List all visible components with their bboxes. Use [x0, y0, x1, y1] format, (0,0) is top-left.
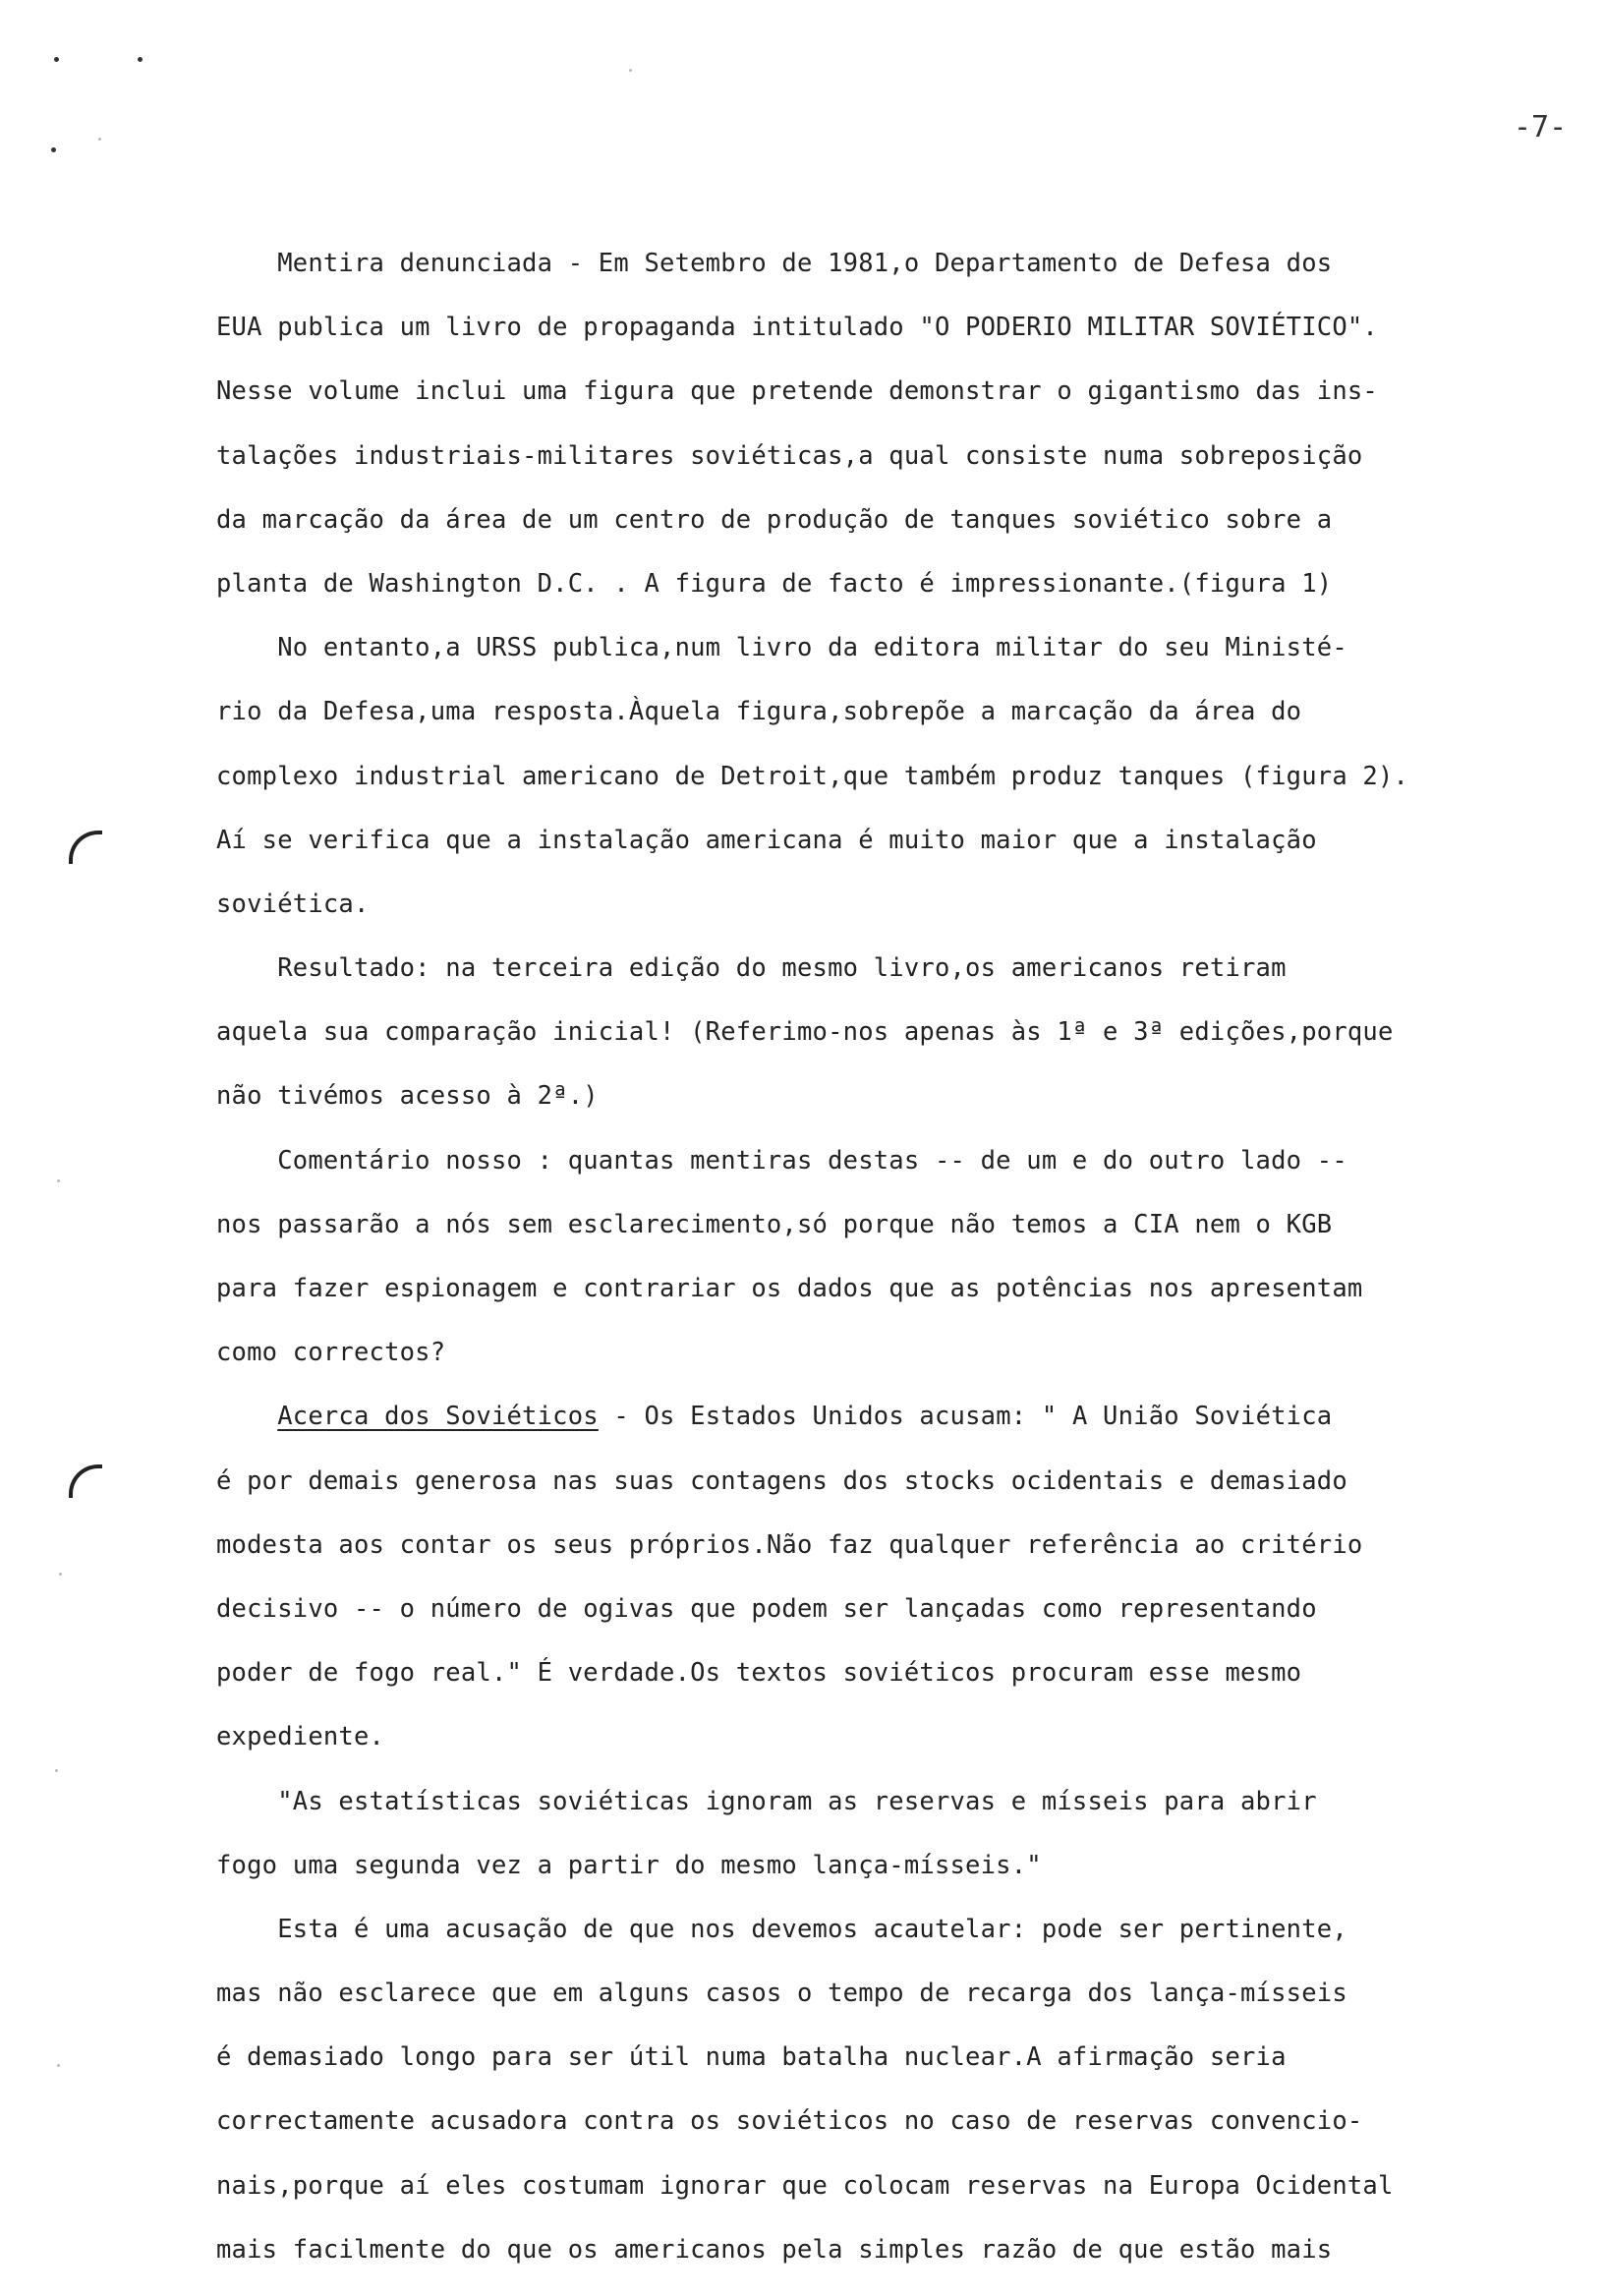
text-line: complexo industrial americano de Detroit,que também produz tanques (figura 2). — [216, 761, 1409, 791]
text-line: é por demais generosa nas suas contagens dos stocks ocidentais e demasiado — [216, 1465, 1347, 1496]
binder-hole-mark — [69, 831, 102, 864]
text-line: EUA publica um livro de propaganda intitulado "O PODERIO MILITAR SOVIÉTICO". — [216, 313, 1378, 343]
text-line: planta de Washington D.C. . A figura de facto é impressionante.(figura 1) — [216, 568, 1333, 599]
text-line: da marcação da área de um centro de produção de tanques soviético sobre a — [216, 504, 1333, 535]
text-line: é demasiado longo para ser útil numa batalha nuclear.A afirmação seria — [216, 2042, 1287, 2073]
text-line: aquela sua comparação inicial! (Referimo-nos apenas às 1ª e 3ª edições,porque — [216, 1017, 1394, 1048]
section-heading-line — [216, 1385, 1587, 1449]
scan-speck — [98, 138, 101, 141]
text-line: não tivémos acesso à 2ª.) — [216, 1081, 599, 1112]
text-line: "As estatísticas soviéticas ignoram as reservas e mísseis para abrir — [216, 1786, 1317, 1816]
scan-speck — [57, 1179, 60, 1182]
page-number: -7- — [1514, 110, 1568, 144]
text-line: nais,porque aí eles costumam ignorar que colocam reservas na Europa Ocidental — [216, 2170, 1394, 2201]
text-line: soviética. — [216, 889, 370, 919]
scan-speck — [138, 57, 143, 62]
scan-speck — [57, 2064, 60, 2067]
text-line: Nesse volume inclui uma figura que pretende demonstrar o gigantismo das ins- — [216, 376, 1378, 407]
scan-speck — [55, 1769, 58, 1772]
text-line: modesta aos contar os seus próprios.Não faz qualquer referência ao critério — [216, 1529, 1363, 1560]
text-line: Resultado: na terceira edição do mesmo livro,os americanos retiram — [216, 953, 1287, 984]
text-line: correctamente acusadora contra os soviéticos no caso de reservas convencio- — [216, 2106, 1363, 2137]
scan-speck — [629, 69, 632, 72]
text-line: Esta é uma acusação de que nos devemos acautelar: pode ser pertinente, — [216, 1914, 1347, 1944]
scan-speck — [59, 1573, 62, 1576]
body-text — [216, 232, 1587, 2282]
text-line: expediente. — [216, 1722, 385, 1752]
text-line: fogo uma segunda vez a partir do mesmo lança-mísseis." — [216, 1850, 1042, 1880]
text-line: talações industriais-militares soviéticas,a qual consiste numa sobreposição — [216, 440, 1363, 471]
text-line: mais facilmente do que os americanos pela simples razão de que estão mais — [216, 2234, 1333, 2265]
text-line: Comentário nosso : quantas mentiras destas -- de um e do outro lado -- — [216, 1145, 1347, 1176]
binder-hole-mark — [69, 1464, 102, 1498]
text-line: No entanto,a URSS publica,num livro da editora militar do seu Ministé- — [216, 633, 1347, 663]
text-line: para fazer espionagem e contrariar os dados que as potências nos apresentam — [216, 1274, 1363, 1303]
text-line: como correctos? — [216, 1338, 446, 1368]
text-line: Mentira denunciada - Em Setembro de 1981,o Departamento de Defesa dos — [216, 249, 1333, 278]
scan-speck — [51, 147, 56, 152]
scan-speck — [54, 57, 59, 62]
text-line: decisivo -- o número de ogivas que podem ser lançadas como representando — [216, 1593, 1317, 1624]
text-line: nos passarão a nós sem esclarecimento,só porque não temos a CIA nem o KGB — [216, 1209, 1333, 1239]
text-line: poder de fogo real." É verdade.Os textos soviéticos procuram esse mesmo — [216, 1658, 1302, 1689]
indent — [216, 1402, 277, 1431]
heading-continuation: - Os Estados Unidos acusam: " A União Soviética — [598, 1402, 1333, 1432]
text-line: rio da Defesa,uma resposta.Àquela figura,sobrepõe a marcação da área do — [216, 697, 1302, 727]
text-line: mas não esclarece que em alguns casos o tempo de recarga dos lança-mísseis — [216, 1979, 1347, 2009]
section-heading: Acerca dos Soviéticos — [277, 1402, 599, 1432]
text-line: Aí se verifica que a instalação americana é muito maior que a instalação — [216, 825, 1317, 855]
